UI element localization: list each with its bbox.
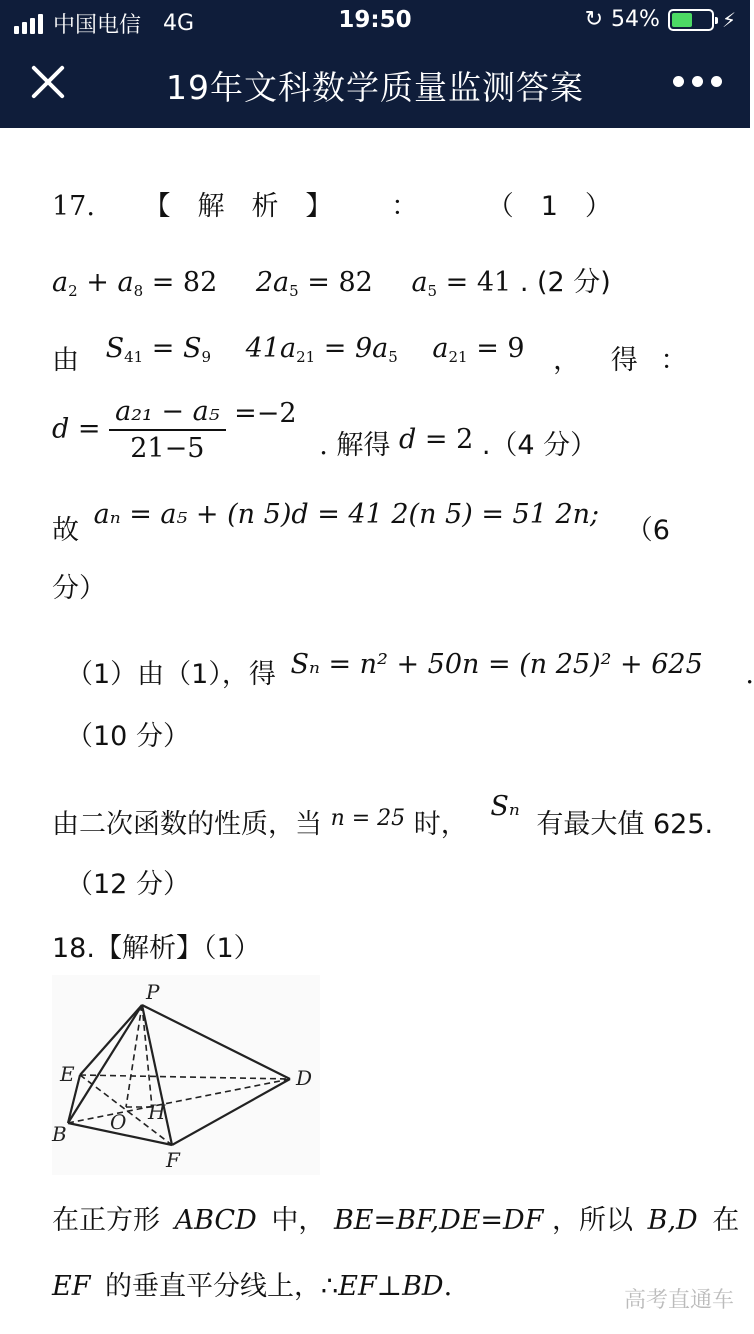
label-P: P <box>146 980 160 1004</box>
battery-percent: 54% <box>611 7 660 32</box>
q18-line-1: 在正方形 ABCD 中， BE=BF,DE=DF ，所以 B,D 在 <box>52 1205 740 1236</box>
q17-line-8: （10 分） <box>66 721 190 752</box>
label-H: H <box>148 1100 166 1124</box>
label-F: F <box>166 1148 180 1172</box>
charging-icon: ⚡ <box>721 7 736 32</box>
carrier-label: 中国电信 <box>53 13 142 38</box>
watermark-text: 高考直通车 <box>623 1288 734 1313</box>
label-B: B <box>52 1122 67 1146</box>
q17-heading: 17. 【 解 析 】 ： （ 1 ） <box>52 191 612 222</box>
q17-line-6b: 分） <box>52 573 106 604</box>
nav-bar <box>0 40 750 128</box>
label-D: D <box>296 1066 313 1090</box>
q17-line-10: （12 分） <box>66 869 190 900</box>
header-bar <box>0 0 750 128</box>
battery-icon <box>668 9 714 31</box>
pyramid-figure <box>52 975 320 1175</box>
q17-line-5: 故 aₙ = a₅ + (n 5)d = 41 2(n 5) = 51 2n; （6 <box>52 499 670 546</box>
label-E: E <box>60 1062 75 1086</box>
clock: 19:50 <box>338 7 412 33</box>
network-label: 4G <box>163 11 195 36</box>
label-O: O <box>110 1110 127 1134</box>
q17-line-2: $a_2 + a_8 = 82$ $2a_5 = 82$ $a_5 = 41$ . (2 分) <box>52 267 611 300</box>
rotation-lock-icon: ↻ <box>584 7 604 32</box>
q17-line-3: 由 $S_{41} = S_9$ $41a_{21} = 9a_5$ $a_{21} = 9$ ， 得 ： <box>52 333 688 376</box>
q17-line-9: 由二次函数的性质，当 $^{n = 25}$ 时， Sₙ 有最大值 625. <box>52 791 714 840</box>
q18-line-2: EF 的垂直平分线上，∴EF⊥BD. <box>52 1271 453 1302</box>
page-title: 19年文科数学质量监测答案 <box>166 68 584 107</box>
more-options-icon[interactable] <box>673 76 722 87</box>
close-icon[interactable] <box>28 62 68 102</box>
status-bar <box>0 0 750 40</box>
q18-heading: 18.【解析】（1） <box>52 933 261 964</box>
q17-line-7: （1）由（1），得 Sₙ = n² + 50n = (n 25)² + 625 . <box>66 649 754 690</box>
pyramid-diagram <box>52 975 320 1175</box>
article-content[interactable] <box>0 128 754 1334</box>
q17-line-4: d = $\frac{\text{a₂₁ − a₅}}{21-5}$ =−2 . 解得 d = 2 .（4 分） <box>52 396 598 464</box>
